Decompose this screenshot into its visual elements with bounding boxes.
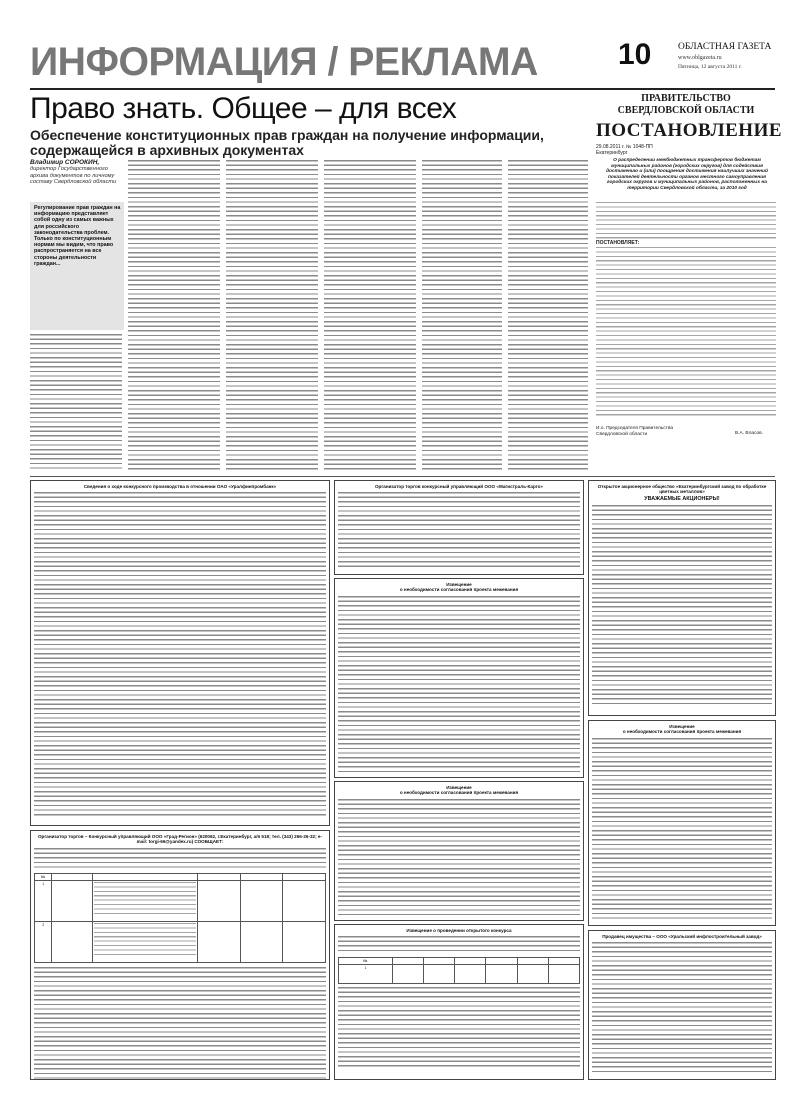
gov-doc-type: ПОСТАНОВЛЕНИЕ xyxy=(596,120,783,141)
bankruptcy-title: Сведения о ходе конкурсного производства в отношении ОАО «Уралфинпромбанк» xyxy=(83,484,277,489)
izveshenie-sub: о необходимости согласования проекта межевания xyxy=(399,587,519,593)
sale-notice xyxy=(588,930,776,1080)
gov-decree-label: ПОСТАНОВЛЯЕТ: xyxy=(596,240,640,246)
tender-title: Извещение о проведении открытого конкурса xyxy=(406,928,512,933)
header-rule xyxy=(30,88,775,90)
uralhim-text xyxy=(592,505,772,705)
magistral-text xyxy=(338,492,580,570)
gov-doc-title: О распределении межбюджетных трансфертов бюджетам муниципальных районов (городских округов) для содействия достижению и (или) поощрения достижения наилучших значений показателей деятельности органов местного самоуправления городских округов и муниципальных районов, расположенных на территории Свердловской области, за 2010 год xyxy=(606,158,768,191)
page-number: 10 xyxy=(618,38,652,71)
table-row: 2 xyxy=(35,921,326,962)
date-line: Пятница, 12 августа 2011 г. xyxy=(678,64,742,70)
article-column xyxy=(508,160,588,472)
bankruptcy-notice xyxy=(30,480,330,826)
divider xyxy=(30,476,775,477)
main-subheadline: Обеспечение конституционных прав граждан на получение информации, содержащейся в архивных документах xyxy=(30,127,544,158)
bidding-title: Организатор торгов – Конкурсный управляющий ООО «Град-Регион» (620062, г.Екатеринбург, а/я 518; тел. (343) 266-26-32; e-mail: torgi-66@yandex.ru) СООБЩАЕТ: xyxy=(37,834,323,845)
article-column xyxy=(30,334,122,472)
article-column xyxy=(422,160,502,472)
izveshenie-notice xyxy=(334,578,584,778)
table-row: 1 xyxy=(339,965,580,984)
izveshenie-title: Извещение xyxy=(446,582,472,587)
bankruptcy-text xyxy=(34,492,326,817)
magistral-notice xyxy=(334,480,584,575)
uralhim-title: Открытое акционерное общество «Екатеринбургский завод по обработке цветных металлов» xyxy=(597,484,767,495)
article-column xyxy=(324,160,416,472)
newspaper-name: ОБЛАСТНАЯ ГАЗЕТА xyxy=(678,42,772,52)
gov-signature-name: В.А. Власов. xyxy=(735,431,764,436)
gov-signature-role: И.о. Председателя Правительства Свердловской области xyxy=(596,426,674,437)
mezhevanie-sub: о необходимости согласования проекта межевания xyxy=(622,729,742,735)
lots-table: № 1 2 xyxy=(34,873,326,963)
shareholders-title: УВАЖАЕМЫЕ АКЦИОНЕРЫ! xyxy=(644,495,720,502)
sale-text xyxy=(592,942,772,1072)
lead-text: Регулирование прав граждан на информацию представляет собой одну из самых важных для российского законодательства проблем. Только по конституционным нормам мы видим, что право распространяется на все стороны деятельности граждан... xyxy=(34,205,121,267)
izveshenie2-title: Извещение xyxy=(446,785,472,790)
mezhevanie-text xyxy=(592,738,772,920)
izveshenie2-notice xyxy=(334,781,584,921)
tender-text xyxy=(338,987,580,1067)
gov-body xyxy=(596,247,776,417)
page-header xyxy=(30,40,775,90)
bidding-text xyxy=(34,848,326,870)
tender-notice xyxy=(334,924,584,1080)
tender-text xyxy=(338,936,580,954)
magistral-title: Организатор торгов конкурсный управляющий ООО «Магистраль-Карго» xyxy=(374,484,543,489)
main-headline: Право знать. Общее – для всех xyxy=(30,92,457,125)
gov-doc-date: 29.08.2011 г. № 1048-ПП xyxy=(596,144,653,150)
bidding-text xyxy=(34,967,326,1080)
table-row: 1 xyxy=(35,880,326,921)
mezhevanie-title: Извещение xyxy=(669,724,695,729)
uralhim-notice xyxy=(588,480,776,716)
article-column xyxy=(128,160,220,472)
izveshenie2-text xyxy=(338,799,580,915)
bidding-notice xyxy=(30,830,330,1080)
gov-line2: СВЕРДЛОВСКОЙ ОБЛАСТИ xyxy=(617,105,755,116)
author-position: директор Государственного архива документов по личному составу Свердловской области xyxy=(30,166,117,185)
tender-table: № 1 xyxy=(338,957,580,984)
sale-title: Продавец имущества – ООО «Уральский инфлостроительный завод» xyxy=(602,934,762,939)
gov-body xyxy=(596,202,776,240)
article-column xyxy=(226,160,318,472)
mezhevanie-notice xyxy=(588,720,776,926)
gov-doc-city: Екатеринбург xyxy=(596,150,628,156)
section-title: ИНФОРМАЦИЯ / РЕКЛАМА xyxy=(30,40,538,84)
website: www.oblgazeta.ru xyxy=(678,55,722,61)
gov-line1: ПРАВИТЕЛЬСТВО xyxy=(641,93,731,104)
izveshenie-text xyxy=(338,596,580,772)
author: Владимир СОРОКИН, xyxy=(30,159,100,166)
izveshenie2-sub: о необходимости согласования проекта межевания xyxy=(399,790,519,796)
